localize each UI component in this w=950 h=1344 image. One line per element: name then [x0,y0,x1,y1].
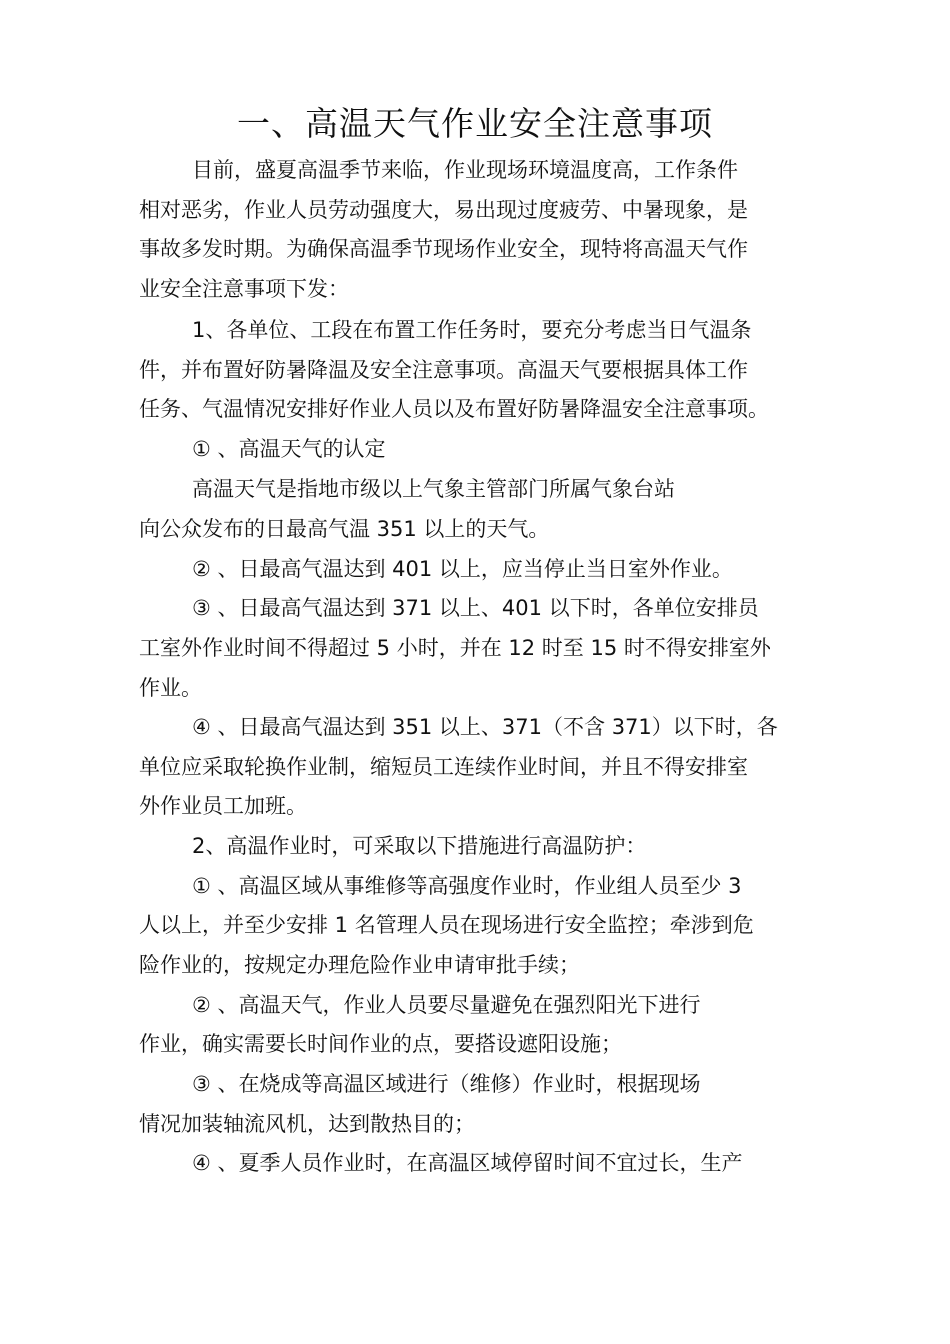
paragraph-line: 单位应采取轮换作业制，缩短员工连续作业时间，并且不得安排室 [139,755,748,779]
section-item: 2、高温作业时，可采取以下措施进行高温防护： [192,834,647,858]
paragraph-line: 作业。 [139,676,202,700]
paragraph-line: 工室外作业时间不得超过 5 小时，并在 12 时至 15 时不得安排室外 [139,636,771,660]
list-item: ③ 、日最高气温达到 371 以上、401 以下时，各单位安排员 [192,596,759,620]
list-item: ① 、高温区域从事维修等高强度作业时，作业组人员至少 3 [192,874,742,898]
paragraph-line: 高温天气是指地市级以上气象主管部门所属气象台站 [192,477,675,501]
paragraph-line: 险作业的，按规定办理危险作业申请审批手续； [139,953,580,977]
paragraph-line: 目前，盛夏高温季节来临，作业现场环境温度高，工作条件 [192,158,738,182]
paragraph-line: 业安全注意事项下发： [139,277,349,301]
list-item: ② 、高温天气，作业人员要尽量避免在强烈阳光下进行 [192,993,701,1017]
paragraph-line: 1、各单位、工段在布置工作任务时，要充分考虑当日气温条 [192,318,752,342]
paragraph-line: 情况加装轴流风机，达到散热目的； [139,1112,475,1136]
list-item: ④ 、夏季人员作业时，在高温区域停留时间不宜过长，生产 [192,1151,743,1175]
paragraph-line: 相对恶劣，作业人员劳动强度大，易出现过度疲劳、中暑现象，是 [139,198,748,222]
paragraph-line: 作业，确实需要长时间作业的点，要搭设遮阳设施； [139,1032,622,1056]
paragraph-line: 人以上，并至少安排 1 名管理人员在现场进行安全监控；牵涉到危 [139,913,754,937]
list-item: ② 、日最高气温达到 401 以上，应当停止当日室外作业。 [192,557,733,581]
paragraph-line: 任务、气温情况安排好作业人员以及布置好防暑降温安全注意事项。 [139,397,769,421]
document-title: 一、高温天气作业安全注意事项 [237,104,713,143]
list-item: ③ 、在烧成等高温区域进行（维修）作业时，根据现场 [192,1072,701,1096]
list-item: ④ 、日最高气温达到 351 以上、371（不含 371）以下时，各 [192,715,778,739]
paragraph-line: 事故多发时期。为确保高温季节现场作业安全，现特将高温天气作 [139,237,748,261]
list-item-heading: ① 、高温天气的认定 [192,437,386,461]
paragraph-line: 件，并布置好防暑降温及安全注意事项。高温天气要根据具体工作 [139,358,748,382]
paragraph-line: 向公众发布的日最高气温 351 以上的天气。 [139,517,550,541]
paragraph-line: 外作业员工加班。 [139,794,307,818]
